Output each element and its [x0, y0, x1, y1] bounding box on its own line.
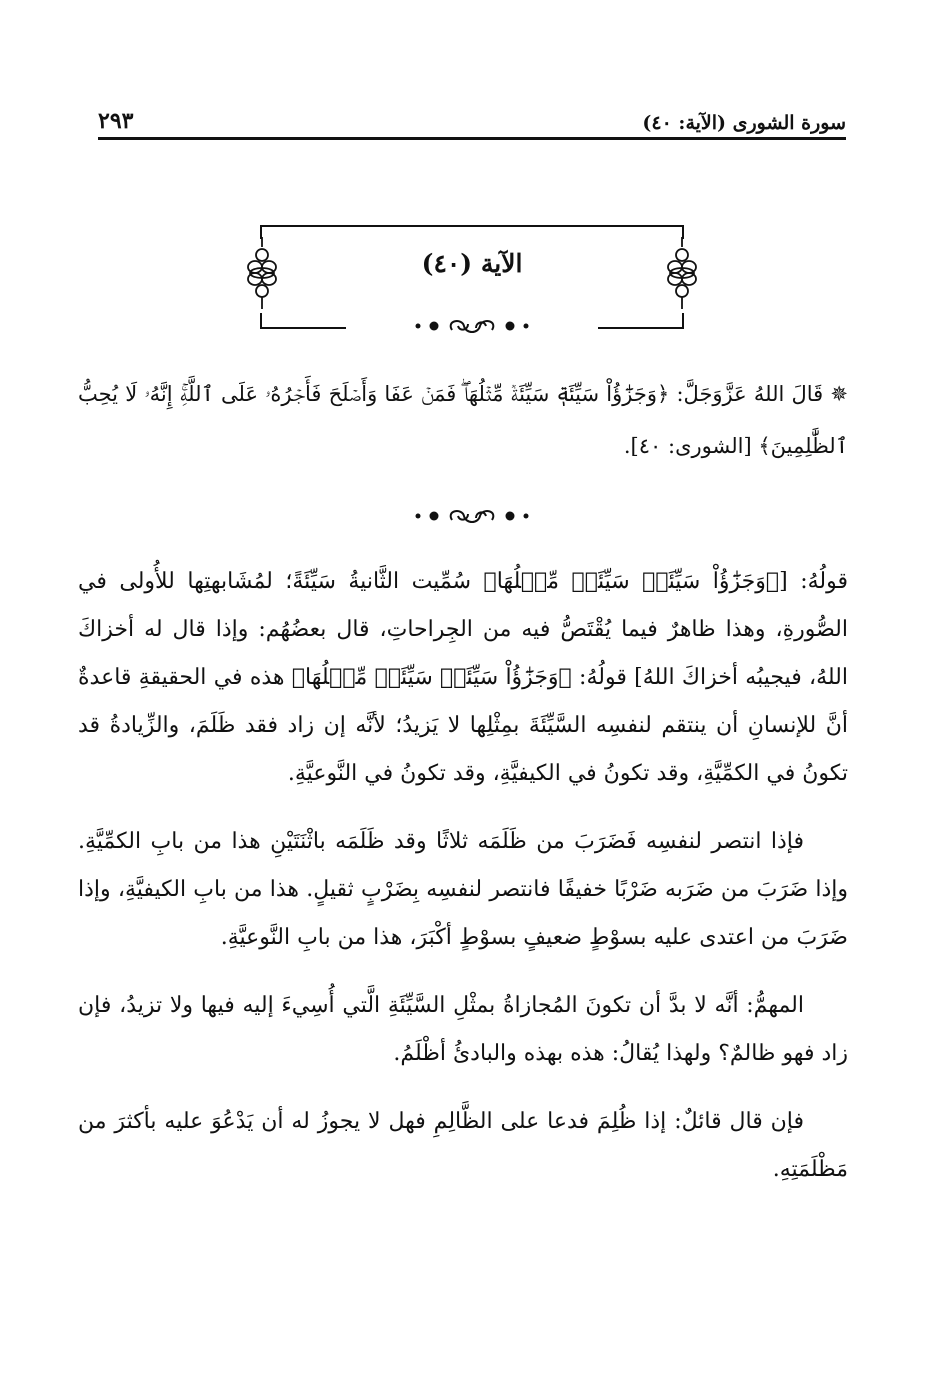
- frame-bottom-right-line: [598, 327, 684, 329]
- frame-top-line: [260, 225, 684, 227]
- commentary-paragraph: فإذا انتصر لنفسِه فَضَرَبَ من ظَلَمَه ثلاثًا وقد ظَلَمَه باثْنَتَيْنِ هذا من بابِ الكمِّيَّةِ. وإذا ضَرَبَ من ضَرَبه ضَرْبًا خفيفًا فانتصر لنفسِه بِضَرْبٍ ثقيلٍ. هذا من بابِ الكيفيَّةِ، وإذا ضَرَبَ من اعتدى عليه بسوْطٍ ضعيفٍ بسوْطٍ أكْبَرَ، هذا من بابِ النَّوعيَّةِ.: [78, 829, 848, 950]
- commentary-paragraph: فإن قال قائلٌ: إذا ظُلِمَ فدعا على الظَّالِمِ فهل لا يجوزُ له أن يَدْعُوَ عليه بأكثرَ من مَظْلَمَتِهِ.: [78, 1109, 848, 1182]
- star-ornament-icon: ✵: [830, 382, 848, 406]
- quran-verse-block: [78, 368, 848, 472]
- surah-header-title: سورة الشورى (الآية: ٤٠): [642, 112, 846, 134]
- header-rule: [98, 137, 846, 140]
- commentary-paragraph: المهمُّ: أنَّه لا بدَّ أن تكونَ المُجازاةُ بمثْلِ السَّيِّئَةِ الَّتي أُسِيءَ إليه فيها ولا تزيدُ، فإن زاد فهو ظالمٌ؟ ولهذا يُقالُ: هذه بهذه والبادئُ أظْلَمُ.: [78, 993, 848, 1066]
- verse-title: الآية (٤٠): [421, 249, 523, 278]
- commentary-paragraph: قولُهُ: [﴿وَجَزَٰٓؤُاْ سَيِّئَةٖ سَيِّئَةٞ مِّثۡلُهَا﴾ سُمِّيت الثَّانيةُ سَيِّئَةً؛ لمُشَابهتِها للأُولى في الصُّورةِ، وهذا ظاهرٌ فيما يُقْتَصُّ فيه من الجِراحاتِ، قال بعضُهُم: وإذا قال له أخزاكَ اللهُ، فيجيبُه أخزاكَ اللهُ] قولُهُ: ﴿وَجَزَٰٓؤُاْ سَيِّئَةٖ سَيِّئَةٞ مِّثۡلُهَا﴾ هذه في الحقيقةِ قاعدةٌ أنَّ للإنسانِ أن ينتقم لنفسِه السَّيِّئَةَ بمِثْلِها لا يَزيدُ؛ لأنَّه إن زاد فقد ظَلَمَ، والزِّيادةُ قد تكونُ في الكمِّيَّةِ، وقد تكونُ في الكيفيَّةِ، وقد تكونُ في النَّوعيَّةِ.: [78, 569, 848, 786]
- page-header: [98, 100, 846, 134]
- frame-bottom-left-line: [260, 327, 346, 329]
- dots-divider-icon: [412, 505, 532, 527]
- commentary-body: [78, 558, 848, 1214]
- quran-verse-text: قَالَ اللهُ عَزَّوَجَلَّ: ﴿وَجَزَٰٓؤُاْ سَيِّئَةٖ سَيِّئَةٞ مِّثۡلُهَاۖ فَمَنۡ عَفَا وَأَصۡلَحَ فَأَجۡرُهُۥ عَلَى ٱللَّهِۚ إِنَّهُۥ لَا يُحِبُّ ٱلظَّٰلِمِينَ﴾: [78, 382, 848, 458]
- page-number: ٢٩٣: [98, 108, 134, 134]
- verse-citation: [الشورى: ٤٠].: [623, 434, 752, 458]
- dots-divider-icon: [412, 315, 532, 337]
